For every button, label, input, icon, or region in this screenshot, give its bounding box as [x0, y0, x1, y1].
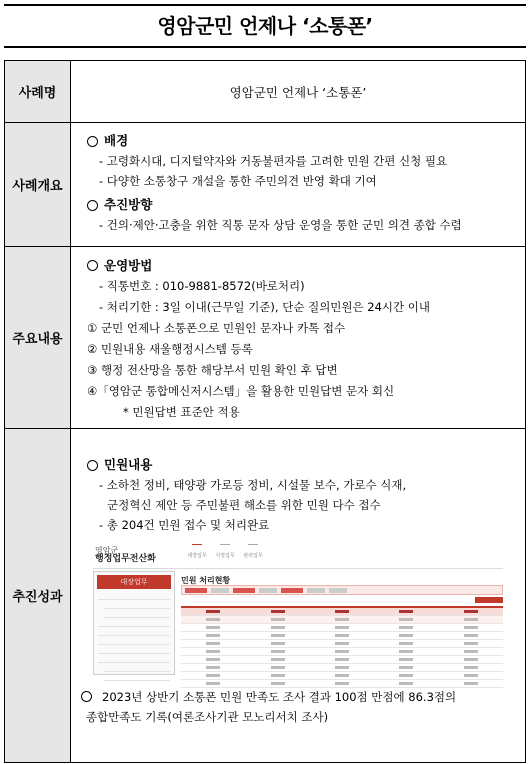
complaint-heading: 민원내용 [87, 455, 519, 475]
label-content: 주요내용 [5, 247, 71, 429]
screenshot-main: 민원 처리현황 [175, 571, 503, 675]
title-bar [4, 4, 526, 48]
row-overview [5, 123, 526, 247]
survey-line: 종합만족도 기록(여론조사기관 모노리서치 조사) [86, 710, 329, 724]
circle-bullet-icon [87, 200, 98, 211]
direction-heading: 추진방향 [87, 195, 519, 215]
page-title: 영암군민 언제나 ‘소통폰’ [157, 14, 373, 38]
row-case-name [5, 61, 526, 123]
circle-bullet-icon [81, 691, 92, 702]
overview-content [71, 123, 526, 247]
case-table [4, 60, 526, 763]
screenshot-logo: 영암군 행정업무전산화 [95, 545, 156, 564]
screenshot-sidebar: 대장업무 [93, 571, 175, 675]
screenshot-tab: 지정업무 [213, 544, 237, 566]
method-item: - 직통번호 : 010-9881-8572(바로처리) [99, 279, 305, 293]
complaint-item: - 소하천 정비, 태양광 가로등 정비, 시설물 보수, 가로수 식재, [99, 478, 407, 492]
complaint-item: - 총 204건 민원 접수 및 처리완료 [99, 518, 270, 532]
result-content [71, 429, 526, 763]
screenshot-tab: 관리업무 [241, 544, 265, 566]
circle-bullet-icon [87, 460, 98, 471]
system-screenshot [93, 541, 503, 675]
label-overview: 사례개요 [5, 123, 71, 247]
screenshot-grid [181, 606, 503, 688]
survey-result [87, 687, 519, 727]
row-result [5, 429, 526, 763]
survey-line: 2023년 상반기 소통폰 민원 만족도 조사 결과 100점 만점에 86.3점의 [102, 690, 457, 704]
main-content [71, 247, 526, 429]
step-item: ① 군민 언제나 소통폰으로 민원인 문자나 카톡 접수 [87, 321, 346, 335]
complaint-item: 군정혁신 제안 등 주민불편 해소를 위한 민원 다수 접수 [107, 498, 381, 512]
circle-bullet-icon [87, 136, 98, 147]
screenshot-tab: 대장업무 [185, 544, 209, 566]
screenshot-header [93, 541, 503, 569]
direction-item: - 건의·제안·고충을 위한 직통 문자 상담 운영을 통한 군민 의견 종합 수렴 [99, 218, 462, 232]
star-note: * 민원답변 표준안 적용 [123, 405, 240, 419]
case-name-value: 영암군민 언제나 ‘소통폰’ [71, 61, 526, 123]
step-item: ④「영암군 통합메신저시스템」을 활용한 민원답변 문자 회신 [87, 384, 395, 398]
row-content [5, 247, 526, 429]
circle-bullet-icon [87, 260, 98, 271]
method-item: - 처리기한 : 3일 이내(근무일 기준), 단순 질의민원은 24시간 이내 [99, 300, 431, 314]
label-result: 추진성과 [5, 429, 71, 763]
label-case-name: 사례명 [5, 61, 71, 123]
step-item: ② 민원내용 새울행정시스템 등록 [87, 342, 253, 356]
background-item: - 다양한 소통창구 개설을 통한 주민의견 반영 확대 기여 [99, 174, 377, 188]
step-item: ③ 행정 전산망을 통한 해당부서 민원 확인 후 답변 [87, 363, 338, 377]
background-heading: 배경 [87, 131, 519, 151]
method-heading: 운영방법 [87, 255, 519, 276]
background-item: - 고령화시대, 디지털약자와 거동불편자를 고려한 민원 간편 신청 필요 [99, 154, 448, 168]
